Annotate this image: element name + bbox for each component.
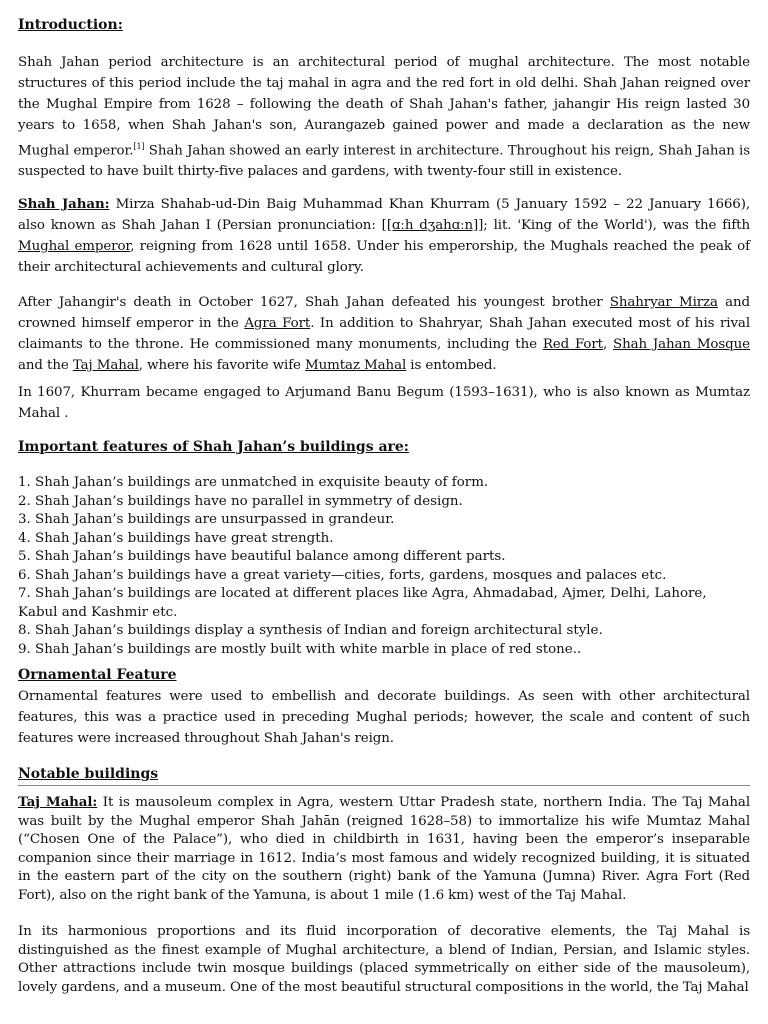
notable-heading: Notable buildings <box>18 766 159 782</box>
mughal-emperor-link[interactable]: Mughal emperor <box>18 239 131 254</box>
intro-paragraph <box>18 52 750 182</box>
feature-list-item: 4. Shah Jahan’s buildings have great strength. <box>18 530 334 546</box>
taj-mahal-link[interactable]: Taj Mahal <box>72 358 139 373</box>
jahangir-text-1: After Jahangir's death in October 1627, Shah Jahan defeated his youngest brother <box>18 295 610 310</box>
feature-list-item: 1. Shah Jahan’s buildings are unmatched in exquisite beauty of form. <box>18 475 489 490</box>
mumtaz-mahal-link[interactable]: Mumtaz Mahal <box>305 358 407 373</box>
shahjahan-text-b: ]; lit. 'King of the World'), was the fifth <box>478 218 750 233</box>
features-list <box>18 474 750 659</box>
feature-list-item: 6. Shah Jahan’s buildings have a great variety—cities, forts, gardens, mosques and palaces etc. <box>18 567 667 583</box>
jahangir-text-7: is entombed. <box>406 358 497 373</box>
feature-list-item: 3. Shah Jahan’s buildings are unsurpassed in grandeur. <box>18 512 395 527</box>
intro-text-a: Shah Jahan period architecture is an architectural period of mughal architecture. The most notable structures of this period include the taj mahal in agra and the red fort in old delhi. Shah Jahan reigned over the Mughal Empire from 1628 – following the death of Shah Jahan's father, jahangir His reign lasted 30 years to 1658, when Shah Jahan's son, Aurangazeb gained power and made a declaration as the new Mughal emperor. <box>18 55 750 159</box>
feature-list-item: 2. Shah Jahan’s buildings have no parallel in symmetry of design. <box>18 493 463 509</box>
feature-list-item: 7. Shah Jahan’s buildings are located at different places like Agra, Ahmadabad, Ajmer, Delhi, Lahore, Kabul and Kashmir etc. <box>18 586 707 620</box>
taj-mahal-label: Taj Mahal: <box>18 794 98 810</box>
feature-list-item: 5. Shah Jahan’s buildings have beautiful balance among different parts. <box>18 549 506 564</box>
intro-heading: Introduction: <box>18 17 123 33</box>
features-heading: Important features of Shah Jahan’s buildings are: <box>18 439 409 455</box>
jahangir-text-6: , where his favorite wife <box>138 358 306 373</box>
shahjahan-text-a: Mirza Shahab-ud-Din Baig Muhammad Khan Khurram (5 January 1592 – 22 January 1666), also known as Shah Jahan I (Persian pronunciation: [ <box>18 197 751 233</box>
shahryar-mirza-link[interactable]: Shahryar Mirza <box>609 295 718 310</box>
jahangir-paragraph <box>18 292 750 376</box>
intro-text-b: Shah Jahan showed an early interest in architecture. Throughout his reign, Shah Jahan is suspected to have built thirty-five palaces and gardens, with twenty-four still in existence. <box>18 143 750 180</box>
ornamental-paragraph: Ornamental features were used to embellish and decorate buildings. As seen with other architectural features, this was a practice used in preceding Mughal periods; however, the scale and content of such features were increased throughout Shah Jahan's reign. <box>18 689 750 746</box>
jahangir-text-3: . In addition to Shahryar, Shah Jahan executed most of his rival claimants to the throne. He commissioned many monuments, including the <box>18 316 750 352</box>
taj-mahal-text: It is mausoleum complex in Agra, western Uttar Pradesh state, northern India. The Taj Mahal was built by the Mughal emperor Shah Jahān (reigned 1628–58) to immortalize his wife Mumtaz Mahal (“Chosen One of the Palace”), who died in childbirth in 1631, having been the emperor’s inseparable companion since their marriage in 1612. India’s most famous and widely recognized building, it is situated in the eastern part of the city on the southern (right) bank of the Yamuna (Jumna) River. Agra Fort (Red Fort), also on the right bank of the Yamuna, is about 1 mile (1.6 km) west of the Taj Mahal. <box>18 795 751 903</box>
khurram-paragraph: In 1607, Khurram became engaged to Arjumand Banu Begum (1593–1631), who is also known as Mumtaz Mahal . <box>18 385 750 421</box>
harmonious-paragraph: In its harmonious proportions and its fluid incorporation of decorative elements, the Taj Mahal is distinguished as the finest example of Mughal architecture, a blend of Indian, Persian, and Islamic styles. Other attractions include twin mosque buildings (placed symmetrically on either side of the mausoleum), lovely gardens, and a museum. One of the most beautiful structural compositions in the world, the Taj Mahal <box>18 924 750 995</box>
agra-fort-link[interactable]: Agra Fort <box>244 316 311 331</box>
shahjahan-text-c: , reigning from 1628 until 1658. Under his emperorship, the Mughals reached the peak of their architectural achievements and cultural glory. <box>18 239 750 275</box>
shah-jahan-mosque-link[interactable]: Shah Jahan Mosque <box>613 337 750 352</box>
jahangir-text-2: and crowned himself emperor in the <box>18 295 750 331</box>
ipa-link[interactable]: [ɑːh dʒahɑːn] <box>386 218 479 233</box>
taj-mahal-paragraph <box>18 793 750 905</box>
feature-list-item: 8. Shah Jahan’s buildings display a synthesis of Indian and foreign architectural style. <box>18 623 603 638</box>
red-fort-link[interactable]: Red Fort <box>542 337 603 352</box>
citation-1[interactable]: [1] <box>133 142 145 151</box>
jahangir-text-5: and the <box>18 358 73 373</box>
section-divider <box>18 785 750 786</box>
shahjahan-paragraph <box>18 194 750 278</box>
ornamental-heading: Ornamental Feature <box>18 667 177 683</box>
jahangir-text-4: , <box>602 337 613 352</box>
feature-list-item: 9. Shah Jahan’s buildings are mostly built with white marble in place of red stone.. <box>18 641 582 657</box>
shahjahan-label: Shah Jahan: <box>18 196 110 212</box>
